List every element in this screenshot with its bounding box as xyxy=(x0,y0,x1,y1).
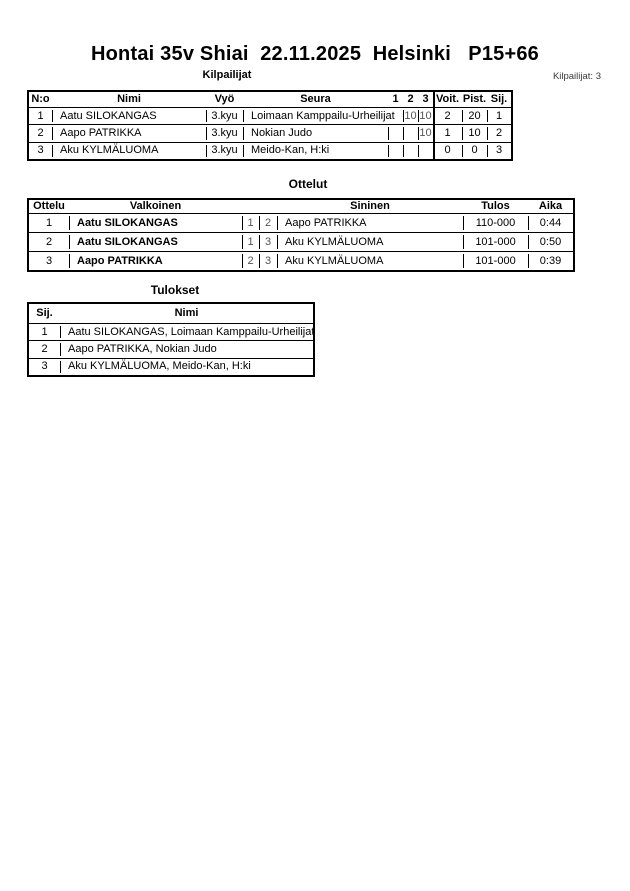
cell-blue-no: 2 xyxy=(259,214,277,232)
cell-score-2: 10 xyxy=(403,108,418,124)
cell-blue-no: 3 xyxy=(259,233,277,251)
header-blue-no xyxy=(259,200,277,213)
cell-blue-name: Aapo PATRIKKA xyxy=(277,214,463,232)
cell-voit: 1 xyxy=(444,126,451,139)
cell-score-3: 10 xyxy=(418,125,433,141)
cell-score: 101-000 xyxy=(463,252,528,270)
table-header-row xyxy=(29,92,511,107)
table-row xyxy=(29,213,573,232)
cell-match-no: 3 xyxy=(45,254,53,267)
header-seura: Seura xyxy=(300,93,331,105)
cell-time: 0:50 xyxy=(528,233,573,251)
cell-white-name: Aapo PATRIKKA xyxy=(69,252,242,270)
header-nimi: Nimi xyxy=(174,307,199,319)
cell-no: 1 xyxy=(37,109,44,122)
results-section-title: Tulokset xyxy=(150,283,200,297)
cell-score: 101-000 xyxy=(463,233,528,251)
header-no: N:o xyxy=(31,93,50,105)
cell-seura: Meido-Kan, H:ki xyxy=(243,143,388,159)
cell-match-no: 1 xyxy=(45,216,53,229)
header-sij: Sij. xyxy=(490,93,508,105)
cell-white-no: 1 xyxy=(242,233,259,251)
header-col2: 2 xyxy=(407,93,414,105)
table-row xyxy=(29,323,313,340)
table-row xyxy=(29,358,313,375)
matches-section-title: Ottelut xyxy=(288,177,328,191)
cell-nimi: Aatu SILOKANGAS xyxy=(52,108,206,124)
cell-name-club: Aku KYLMÄLUOMA, Meido-Kan, H:ki xyxy=(60,359,313,375)
cell-white-name: Aatu SILOKANGAS xyxy=(69,233,242,251)
cell-pist: 20 xyxy=(462,108,487,124)
cell-sij: 3 xyxy=(487,143,511,159)
header-pist: Pist. xyxy=(462,93,487,105)
table-row xyxy=(29,340,313,357)
header-sininen: Sininen xyxy=(350,200,390,212)
table-row xyxy=(29,232,573,251)
results-table xyxy=(27,302,315,377)
header-vyo: Vyö xyxy=(214,93,235,105)
header-col3: 3 xyxy=(422,93,429,105)
header-sij: Sij. xyxy=(36,307,53,319)
cell-voit: 2 xyxy=(444,109,451,122)
cell-name-club: Aatu SILOKANGAS, Loimaan Kamppailu-Urheilijat xyxy=(60,324,313,340)
cell-blue-name: Aku KYLMÄLUOMA xyxy=(277,233,463,251)
table-row xyxy=(29,107,511,124)
cell-place: 1 xyxy=(41,325,48,338)
cell-no: 3 xyxy=(37,144,44,157)
cell-vyo: 3.kyu xyxy=(206,125,243,141)
cell-white-name: Aatu SILOKANGAS xyxy=(69,214,242,232)
header-voit: Voit. xyxy=(435,93,459,105)
cell-vyo: 3.kyu xyxy=(206,108,243,124)
cell-sij: 1 xyxy=(487,108,511,124)
table-header-row xyxy=(29,304,313,323)
competitors-section-label: Kilpailijat xyxy=(202,69,252,81)
table-row xyxy=(29,142,511,159)
cell-score-1 xyxy=(388,125,403,141)
header-col1: 1 xyxy=(392,93,399,105)
page-title: Hontai 35v Shiai 22.11.2025 Helsinki P15+66 xyxy=(91,43,539,65)
cell-pist: 10 xyxy=(462,125,487,141)
header-nimi: Nimi xyxy=(117,93,141,105)
cell-voit: 0 xyxy=(444,144,451,157)
cell-place: 2 xyxy=(41,342,48,355)
cell-sij: 2 xyxy=(487,125,511,141)
cell-score-2 xyxy=(403,143,418,159)
cell-vyo: 3.kyu xyxy=(206,143,243,159)
header-valkoinen: Valkoinen xyxy=(129,200,182,212)
cell-score-3 xyxy=(418,143,433,159)
header-aika: Aika xyxy=(538,200,563,212)
cell-seura: Loimaan Kamppailu-Urheilijat xyxy=(243,108,388,124)
cell-score-2 xyxy=(403,125,418,141)
table-header-row xyxy=(29,200,573,213)
matches-table xyxy=(27,198,575,272)
cell-pist: 0 xyxy=(462,143,487,159)
cell-place: 3 xyxy=(41,360,48,373)
table-row xyxy=(29,124,511,141)
cell-white-no: 1 xyxy=(242,214,259,232)
cell-blue-name: Aku KYLMÄLUOMA xyxy=(277,252,463,270)
competitors-table xyxy=(27,90,513,161)
cell-time: 0:44 xyxy=(528,214,573,232)
header-white-no xyxy=(242,200,259,213)
cell-seura: Nokian Judo xyxy=(243,125,388,141)
header-tulos: Tulos xyxy=(481,200,510,212)
cell-name-club: Aapo PATRIKKA, Nokian Judo xyxy=(60,341,313,357)
cell-score-3: 10 xyxy=(418,108,433,124)
competitors-count: Kilpailijat: 3 xyxy=(552,71,601,82)
cell-score-1 xyxy=(388,143,403,159)
cell-score: 110-000 xyxy=(463,214,528,232)
cell-no: 2 xyxy=(37,126,44,139)
cell-nimi: Aku KYLMÄLUOMA xyxy=(52,143,206,159)
cell-white-no: 2 xyxy=(242,252,259,270)
cell-blue-no: 3 xyxy=(259,252,277,270)
cell-match-no: 2 xyxy=(45,235,53,248)
table-row xyxy=(29,251,573,270)
cell-time: 0:39 xyxy=(528,252,573,270)
cell-nimi: Aapo PATRIKKA xyxy=(52,125,206,141)
header-ottelu: Ottelu xyxy=(33,200,65,212)
